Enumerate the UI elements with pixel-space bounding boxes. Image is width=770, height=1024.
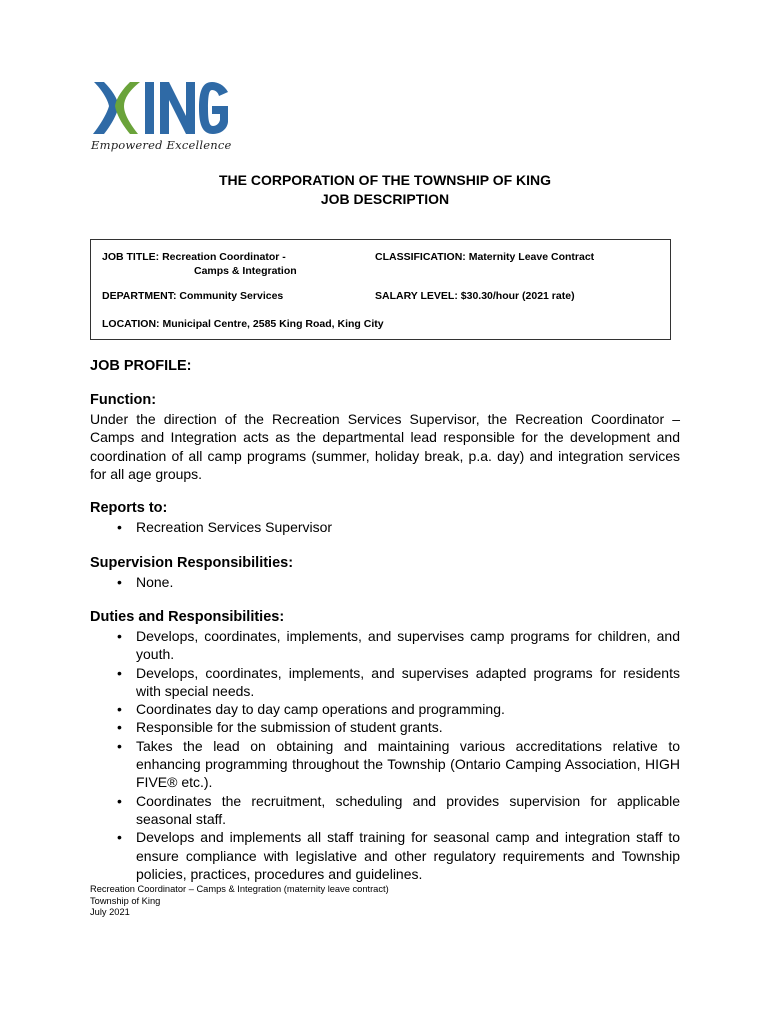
reports-to-title: Reports to: [90,500,168,516]
classification: CLASSIFICATION: Maternity Leave Contract [375,251,595,263]
job-info-box [90,239,671,340]
footer-line: Recreation Coordinator – Camps & Integration (maternity leave contract) [90,884,389,894]
logo-letter-n [160,82,195,134]
logo-letter-g [199,82,228,134]
king-logo-mark [90,76,240,136]
list-item: • Develops, coordinates, implements, and supervises adapted programs for residents with special needs. [90,664,680,701]
list-item: • Develops, coordinates, implements, and supervises camp programs for children, and youth. [90,627,680,664]
location: LOCATION: Municipal Centre, 2585 King Road, King City [102,318,384,330]
logo-letter-k [93,82,140,134]
job-title: JOB TITLE: Recreation Coordinator - [102,251,286,263]
footer-line: July 2021 [90,907,130,918]
list-item: • Responsible for the submission of student grants. [90,718,680,736]
function-title: Function: [90,392,157,408]
job-title-continued: Camps & Integration [194,265,297,277]
document-heading: THE CORPORATION OF THE TOWNSHIP OF KING [218,172,552,188]
list-item: • Recreation Services Supervisor [90,518,680,536]
salary-level: SALARY LEVEL: $30.30/hour (2021 rate) [375,290,575,302]
list-item: • Coordinates the recruitment, scheduling and provides supervision for applicable seasonal staff. [90,792,680,829]
list-item: • Coordinates day to day camp operations and programming. [90,700,680,718]
footer-line: Township of King [90,895,161,906]
duties-list [90,627,680,883]
job-profile-title: JOB PROFILE: [90,358,192,374]
document-subheading: JOB DESCRIPTION [320,191,450,207]
list-item: • Develops and implements all staff training for seasonal camp and integration staff to ensure compliance with legislative and other regulatory requirements and Township policies, practices, procedures and guidelines. [90,828,680,883]
department: DEPARTMENT: Community Services [102,290,284,302]
page-footer [90,884,389,919]
function-text: Under the direction of the Recreation Services Supervisor, the Recreation Coordinator – Camps and Integration acts as the departmental lead responsible for the development and coordination of all camp programs (summer, holiday break, p.a. day) and integration services for all age groups. [90,411,680,482]
supervision-list [90,573,680,591]
duties-title: Duties and Responsibilities: [90,609,285,625]
logo-letter-i [145,82,154,134]
logo-tagline: Empowered Excellence [91,138,232,152]
supervision-title: Supervision Responsibilities: [90,555,294,571]
reports-to-list [90,518,680,536]
list-item: • Takes the lead on obtaining and maintaining various accreditations relative to enhancing programming throughout the Township (Ontario Camping Association, HIGH FIVE® etc.). [90,737,680,792]
list-item: • None. [90,573,680,591]
